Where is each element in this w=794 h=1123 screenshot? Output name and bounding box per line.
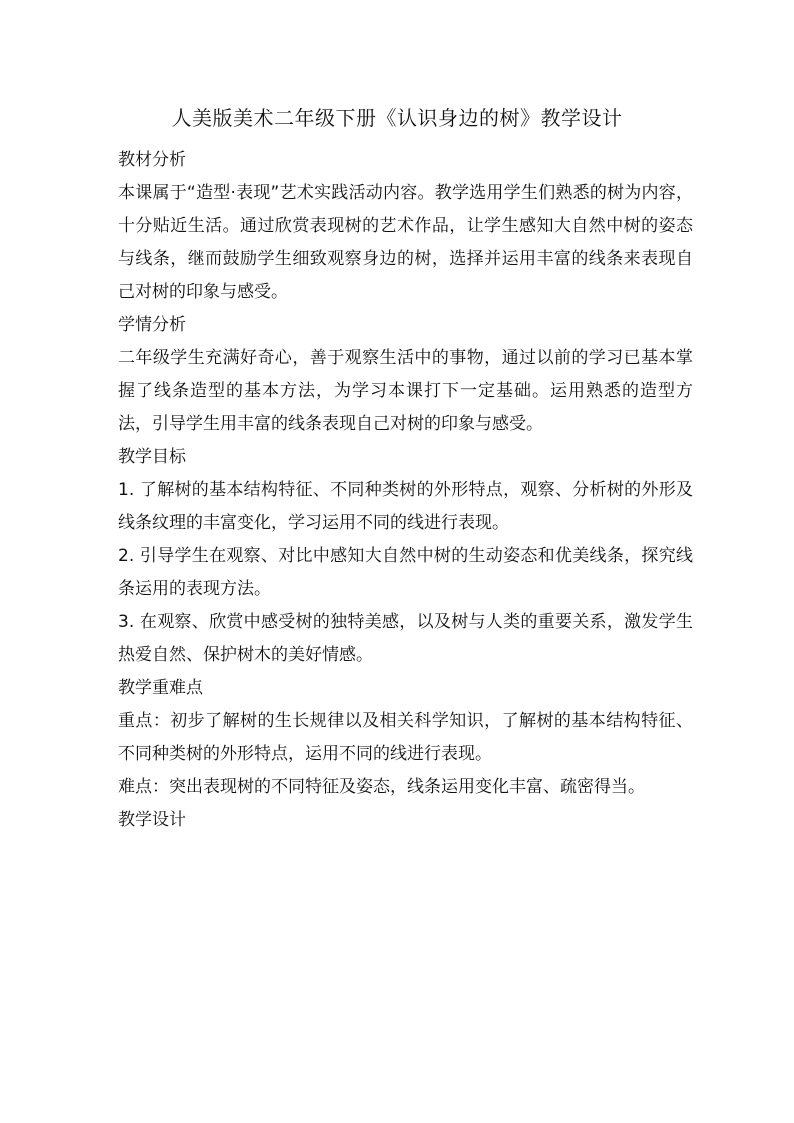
section-materials bbox=[118, 144, 693, 309]
paragraph-key-point: 重点：初步了解树的生长规律以及相关科学知识，了解树的基本结构特征、不同种类树的外形特点，运用不同的线进行表现。 bbox=[118, 711, 693, 764]
goal-item-2: 2. 引导学生在观察、对比中感知大自然中树的生动姿态和优美线条，探究线条运用的表现方法。 bbox=[118, 546, 693, 599]
section-heading-design: 教学设计 bbox=[118, 810, 186, 830]
section-heading-key-points: 教学重难点 bbox=[118, 678, 203, 698]
section-heading-goals: 教学目标 bbox=[118, 447, 186, 467]
document-body bbox=[118, 144, 693, 837]
section-students bbox=[118, 309, 693, 441]
section-heading-materials: 教材分析 bbox=[118, 150, 186, 170]
paragraph-students: 二年级学生充满好奇心，善于观察生活中的事物，通过以前的学习已基本掌握了线条造型的基本方法，为学习本课打下一定基础。运用熟悉的造型方法，引导学生用丰富的线条表现自己对树的印象与感受。 bbox=[118, 348, 693, 434]
goal-item-1: 1. 了解树的基本结构特征、不同种类树的外形特点，观察、分析树的外形及线条纹理的丰富变化，学习运用不同的线进行表现。 bbox=[118, 480, 693, 533]
section-heading-students: 学情分析 bbox=[118, 315, 186, 335]
document-title: 人美版美术二年级下册《认识身边的树》教学设计 bbox=[171, 106, 623, 130]
section-design bbox=[118, 804, 693, 837]
section-goals bbox=[118, 441, 693, 672]
goal-item-3: 3. 在观察、欣赏中感受树的独特美感，以及树与人类的重要关系，激发学生热爱自然、保护树木的美好情感。 bbox=[118, 612, 693, 665]
paragraph-difficult-point: 难点：突出表现树的不同特征及姿态，线条运用变化丰富、疏密得当。 bbox=[118, 777, 645, 797]
section-key-points bbox=[118, 672, 693, 804]
paragraph-materials: 本课属于“造型·表现”艺术实践活动内容。教学选用学生们熟悉的树为内容，十分贴近生活。通过欣赏表现树的艺术作品，让学生感知大自然中树的姿态与线条，继而鼓励学生细致观察身边的树，选择并运用丰富的线条来表现自己对树的印象与感受。 bbox=[118, 183, 693, 302]
